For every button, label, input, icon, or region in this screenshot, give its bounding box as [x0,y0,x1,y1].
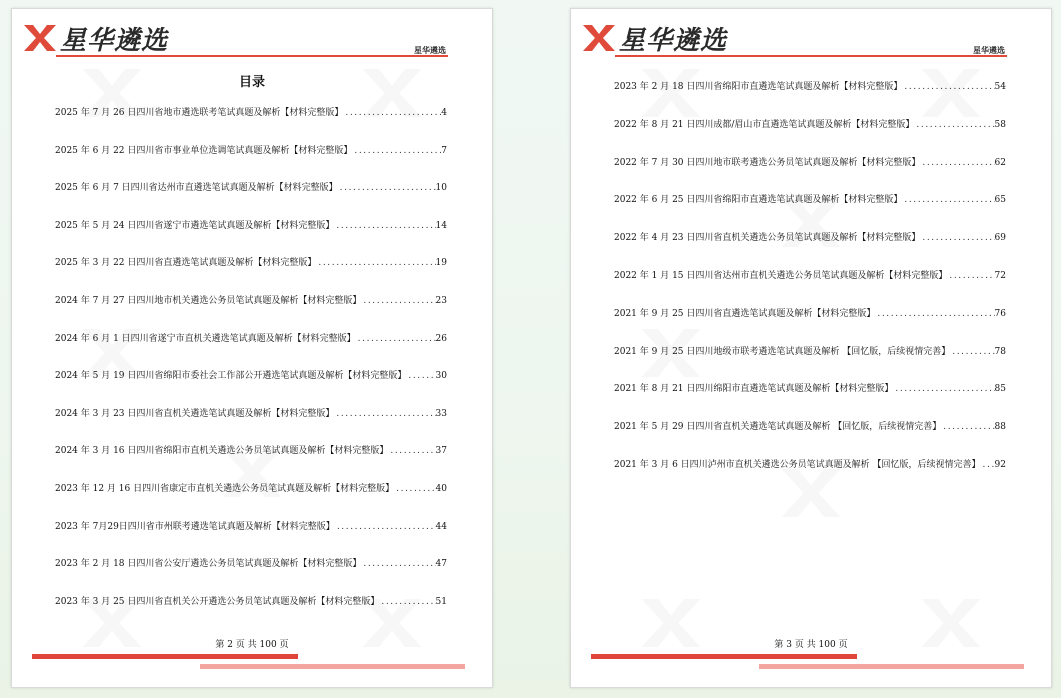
toc-entry[interactable] [614,268,1006,282]
toc-entry-title: 2022 年 6 月 25 日四川省绵阳市直遴选笔试真题及解析【材料完整版】 [614,195,903,206]
toc-dot-leader [406,371,435,381]
toc-dot-leader [338,183,436,193]
toc-entry-title: 2021 年 8 月 21 日四川绵阳市直遴选笔试真题及解析【材料完整版】 [614,384,894,395]
toc-entry-title: 2023 年 12 月 16 日四川省康定市直机关遴选公务员笔试真题及解析【材料完整版】 [55,484,395,494]
toc-dot-leader [902,195,994,205]
toc-dot-leader [356,334,436,344]
toc-entry-title: 2021 年 9 月 25 日四川省直遴选笔试真题及解析【材料完整版】 [614,308,876,319]
header-brand-tag: 星华遴选 [414,46,446,55]
toc-entry-title: 2025 年 6 月 22 日四川省市事业单位选调笔试真题及解析【材料完整版】 [55,145,353,156]
watermark-logo-icon [781,469,841,517]
toc-entry-page-number: 78 [994,346,1006,357]
x-logo-icon [583,25,615,51]
toc-entry[interactable] [55,293,447,307]
toc-entry-page-number: 58 [994,119,1006,130]
toc-entry[interactable] [55,143,447,157]
toc-entry-title: 2022 年 4 月 23 日四川省直机关遴选公务员笔试真题及解析【材料完整版】 [614,233,921,244]
toc-entry-page-number: 47 [435,559,447,570]
brand-logo [24,23,169,56]
toc-dot-leader [920,158,994,168]
toc-entry-page-number: 92 [994,460,1006,470]
toc-entry-title: 2024 年 6 月 1 日四川省遂宁市直机关遴选笔试真题及解析【材料完整版】 [55,333,356,344]
toc-dot-leader [335,522,436,532]
toc-entry-page-number: 40 [435,484,447,494]
toc-dot-leader [352,146,441,156]
toc-entry-page-number: 44 [435,521,447,532]
document-page [570,8,1052,688]
toc-dot-leader [941,422,994,432]
toc-entry[interactable] [55,331,447,345]
page-number-footer: 第 2 页 共 100 页 [215,640,289,650]
page-number-footer: 第 3 页 共 100 页 [774,640,848,650]
toc-dot-leader [334,221,435,231]
toc-entry[interactable] [55,594,447,608]
toc-entry-title: 2023 年 2 月 18 日四川省公安厅遴选公务员笔试真题及解析【材料完整版】 [55,559,362,570]
toc-entry[interactable] [55,180,447,194]
toc-entry-page-number: 30 [435,371,447,382]
toc-entry-page-number: 69 [994,233,1006,244]
toc-entry-title: 2025 年 3 月 22 日四川省直遴选笔试真题及解析【材料完整版】 [55,258,317,269]
toc-entry[interactable] [614,192,1006,206]
footer-bar-pink [200,664,465,669]
toc-dot-leader [361,559,435,569]
toc-entry[interactable] [614,230,1006,244]
footer-bar-red [32,654,298,659]
toc-entry-page-number: 10 [435,183,447,194]
toc-dot-leader [394,484,435,494]
footer-bar-pink [759,664,1024,669]
toc-entry-page-number: 23 [435,296,447,306]
toc-entry[interactable] [55,443,447,457]
toc-entry-title: 2023 年 7月29日四川省市州联考遴选笔试真题及解析【材料完整版】 [55,521,335,532]
toc-entry[interactable] [55,255,447,269]
brand-logo [583,23,728,56]
toc-entry-title: 2021 年 9 月 25 日四川地级市联考遴选笔试真题及解析 【回忆版，后续视情完善】 [614,346,951,357]
toc-entry-page-number: 85 [994,384,1006,395]
toc-entry-title: 2022 年 7 月 30 日四川地市联考遴选公务员笔试真题及解析【材料完整版】 [614,157,921,168]
toc-entry-page-number: 14 [435,220,447,231]
toc-entry[interactable] [55,218,447,232]
toc-entry-title: 2022 年 8 月 21 日四川成都/眉山市直遴选笔试真题及解析【材料完整版】 [614,119,915,130]
logo-text: 星华遴选 [619,25,728,56]
toc-entry-title: 2023 年 2 月 18 日四川省绵阳市直遴选笔试真题及解析【材料完整版】 [614,82,903,92]
toc-entry-title: 2025 年 7 月 26 日四川省地市遴选联考笔试真题及解析【材料完整版】 [55,108,344,118]
toc-entry[interactable] [614,155,1006,169]
toc-entry[interactable] [55,105,447,119]
toc-entry-page-number: 76 [994,308,1006,319]
toc-entry-page-number: 72 [994,271,1006,281]
watermark-logo-icon [921,69,981,117]
document-page [11,8,493,688]
toc-entry[interactable] [614,306,1006,320]
toc-entry-title: 2024 年 7 月 27 日四川地市机关遴选公务员笔试真题及解析【材料完整版】 [55,296,362,306]
toc-dot-leader [334,409,435,419]
toc-entry-page-number: 51 [435,596,447,607]
toc-dot-leader [316,258,435,268]
toc-entry-title: 2024 年 3 月 23 日四川省直机关遴选笔试真题及解析【材料完整版】 [55,408,335,419]
toc-dot-leader [947,271,994,281]
toc-entry-page-number: 37 [435,446,447,457]
x-logo-icon [24,25,56,51]
toc-dot-leader [902,82,994,92]
toc-entry-page-number: 19 [435,258,447,269]
toc-entry-title: 2023 年 3 月 25 日四川省直机关公开遴选公务员笔试真题及解析【材料完整版】 [55,596,380,607]
toc-dot-leader [875,309,994,319]
logo-text: 星华遴选 [60,25,169,56]
toc-entry-title: 2021 年 5 月 29 日四川省直机关遴选笔试真题及解析 【回忆版，后续视情完善】 [614,422,942,433]
toc-entry-title: 2022 年 1 月 15 日四川省达州市直机关遴选公务员笔试真题及解析【材料完整版】 [614,271,948,281]
toc-dot-leader [981,460,995,470]
toc-dot-leader [920,233,994,243]
toc-entry-title: 2024 年 5 月 19 日四川省绵阳市委社会工作部公开遴选笔试真题及解析【材料完整版】 [55,371,407,382]
toc-entry[interactable] [55,556,447,570]
toc-entry-page-number: 33 [435,408,447,419]
toc-entry-title: 2025 年 6 月 7 日四川省达州市直遴选笔试真题及解析【材料完整版】 [55,183,338,194]
toc-entry-title: 2024 年 3 月 16 日四川省绵阳市直机关遴选公务员笔试真题及解析【材料完整版】 [55,446,389,457]
toc-dot-leader [379,597,435,607]
toc-dot-leader [361,296,435,306]
toc-dot-leader [914,120,994,130]
toc-entry-title: 2025 年 5 月 24 日四川省遂宁市遴选笔试真题及解析【材料完整版】 [55,220,335,231]
toc-entry[interactable] [614,457,1006,471]
toc-entry[interactable] [55,481,447,495]
toc-entry-title: 2021 年 3 月 6 日四川泸州市直机关遴选公务员笔试真题及解析 【回忆版，后续视情完善】 [614,460,981,470]
header-brand-tag: 星华遴选 [973,46,1005,55]
toc-entry-page-number: 65 [994,195,1006,206]
toc-dot-leader [950,347,994,357]
header-divider [56,55,448,57]
toc-title: 目录 [238,75,265,90]
toc-entry[interactable] [614,419,1006,433]
toc-entry-page-number: 54 [994,82,1006,92]
toc-entry[interactable] [55,406,447,420]
toc-entry-page-number: 88 [994,422,1006,433]
toc-entry[interactable] [55,519,447,533]
toc-dot-leader [388,446,435,456]
toc-entry-page-number: 26 [435,333,447,344]
toc-entry[interactable] [614,381,1006,395]
toc-dot-leader [343,108,441,118]
toc-dot-leader [893,384,994,394]
toc-entry[interactable] [614,117,1006,131]
watermark-logo-icon [641,69,701,117]
toc-entry-page-number: 62 [994,157,1006,168]
header-divider [615,55,1007,57]
footer-bar-red [591,654,857,659]
toc-entry-page-number: 4 [441,108,447,118]
toc-entry-page-number: 7 [441,145,447,156]
toc-entry[interactable] [614,79,1006,93]
toc-entry[interactable] [55,368,447,382]
toc-entry[interactable] [614,344,1006,358]
